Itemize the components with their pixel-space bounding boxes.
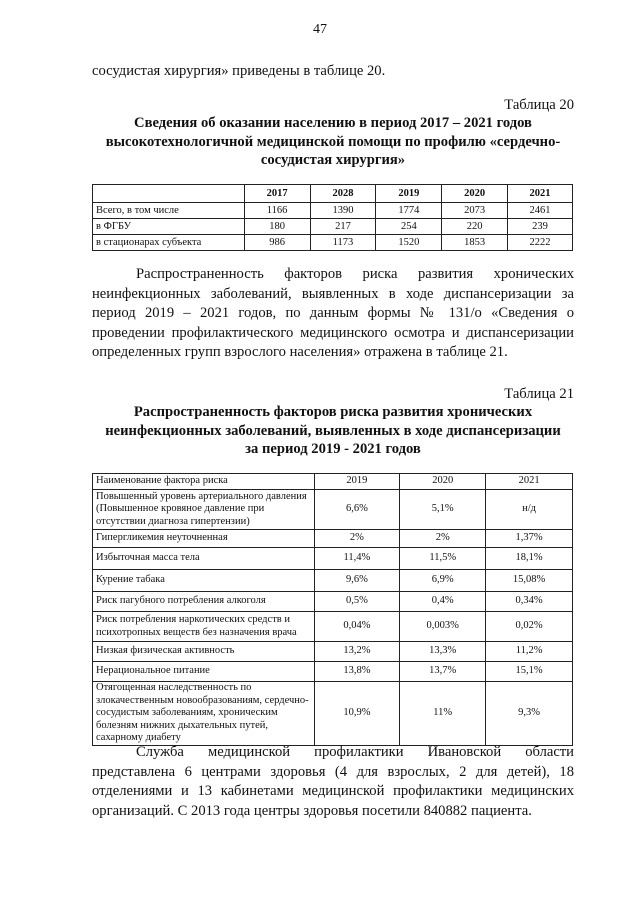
- table20-cell: 217: [310, 219, 376, 235]
- table-row: [93, 548, 573, 570]
- table21-row-label: Отягощенная наследственность по злокачественным новообразованиям, сердечно-сосудистым заболеваниям, хроническим болезням нижних дыхательных путей, сахарному диабету: [93, 682, 315, 746]
- table20-header-row: [93, 185, 573, 203]
- page-number: 47: [313, 22, 327, 37]
- table-row: [93, 662, 573, 682]
- table-row: [93, 530, 573, 548]
- table21-row-label: Низкая физическая активность: [93, 642, 315, 662]
- table20-cell: 1774: [376, 203, 442, 219]
- table21-title-line: за период 2019 - 2021 годов: [245, 441, 421, 457]
- table21-row-label: Нерациональное питание: [93, 662, 315, 682]
- table21-title-line: Распространенность факторов риска развития хронических: [133, 404, 533, 420]
- table20-cell: 1390: [310, 203, 376, 219]
- table20-header-cell: 2021: [508, 185, 573, 203]
- table21-row-label: Риск пагубного потребления алкоголя: [93, 592, 315, 612]
- table21-row-label: Риск потребления наркотических средств и психотропных веществ без назначения врача: [93, 612, 315, 642]
- table-row: [93, 219, 573, 235]
- table20-cell: 180: [244, 219, 310, 235]
- table21-cell: 6,6%: [314, 490, 400, 530]
- table21-row-label: Повышенный уровень артериального давления (Повышенное кровяное давление при отсутствии диагноза гипертензии): [93, 490, 315, 530]
- table21-cell: 13,3%: [400, 642, 486, 662]
- table-row: [93, 203, 573, 219]
- table21-header-cell: 2020: [400, 474, 486, 490]
- table20-cell: 2222: [508, 235, 573, 251]
- table21-header-cell: Наименование фактора риска: [93, 474, 315, 490]
- table21-cell: 11%: [400, 682, 486, 746]
- table20-title: [92, 114, 574, 170]
- table-row: [93, 682, 573, 746]
- table21-cell: 0,02%: [486, 612, 573, 642]
- table21-row-label: Гипергликемия неуточненная: [93, 530, 315, 548]
- table20-title-line: высокотехнологичной медицинской помощи по профилю «сердечно-: [105, 133, 561, 150]
- table21-row-label: Курение табака: [93, 570, 315, 592]
- table21-header-cell: 2021: [486, 474, 573, 490]
- table20-cell: 2461: [508, 203, 573, 219]
- table21-cell: 0,4%: [400, 592, 486, 612]
- table-row: [93, 235, 573, 251]
- table21-cell: 5,1%: [400, 490, 486, 530]
- table21-cell: 10,9%: [314, 682, 400, 746]
- table21-title: [92, 403, 574, 459]
- table20-cell: 220: [442, 219, 508, 235]
- table21-cell: 15,1%: [486, 662, 573, 682]
- table21-label: Таблица 21: [504, 386, 574, 402]
- table20-row-label: в ФГБУ: [93, 219, 245, 235]
- table-row: [93, 490, 573, 530]
- table20-cell: 2073: [442, 203, 508, 219]
- table21-cell: 0,34%: [486, 592, 573, 612]
- table20-cell: 239: [508, 219, 573, 235]
- table21-cell: 15,08%: [486, 570, 573, 592]
- table21-cell: 9,6%: [314, 570, 400, 592]
- table21-cell: н/д: [486, 490, 573, 530]
- table-row: [93, 592, 573, 612]
- table20-title-line: сосудистая хирургия»: [260, 152, 406, 168]
- table20-cell: 1166: [244, 203, 310, 219]
- table21-cell: 13,8%: [314, 662, 400, 682]
- table20-title-line: Сведения об оказании населению в период 2017 – 2021 годов: [134, 115, 532, 131]
- table20-cell: 986: [244, 235, 310, 251]
- table21-cell: 9,3%: [486, 682, 573, 746]
- table20-cell: 1173: [310, 235, 376, 251]
- table20-label: Таблица 20: [504, 97, 574, 113]
- paragraph-prevention-service: Служба медицинской профилактики Ивановской области представлена 6 центрами здоровья (4 для взрослых, 2 для детей), 18 отделениями и 13 кабинетами медицинской профилактики медицинских организаций. С 2013 года центры здоровья посетили 840882 пациента.: [92, 744, 574, 819]
- table21-cell: 0,5%: [314, 592, 400, 612]
- table20-row-label: Всего, в том числе: [93, 203, 245, 219]
- table21-cell: 11,2%: [486, 642, 573, 662]
- table21-cell: 11,5%: [400, 548, 486, 570]
- table21-cell: 0,04%: [314, 612, 400, 642]
- table21-cell: 2%: [400, 530, 486, 548]
- table20-header-cell: 2028: [310, 185, 376, 203]
- table21-cell: 2%: [314, 530, 400, 548]
- table21-cell: 11,4%: [314, 548, 400, 570]
- table20-cell: 254: [376, 219, 442, 235]
- paragraph-risk-factors: Распространенность факторов риска развития хронических неинфекционных заболеваний, выявленных в ходе диспансеризации за период 2019 – 2021 годов, по данным формы № 131/о «Сведения о проведении профилактического медицинского осмотра и диспансеризации определенных групп взрослого населения» отражена в таблице 21.: [92, 266, 574, 360]
- table21-cell: 6,9%: [400, 570, 486, 592]
- table-row: [93, 570, 573, 592]
- table20: [92, 184, 573, 251]
- table21-cell: 13,2%: [314, 642, 400, 662]
- table21-header-row: [93, 474, 573, 490]
- table-row: [93, 612, 573, 642]
- table21: [92, 473, 573, 746]
- table20-header-cell: [93, 185, 245, 203]
- table-row: [93, 642, 573, 662]
- table20-header-cell: 2019: [376, 185, 442, 203]
- intro-text: сосудистая хирургия» приведены в таблице 20.: [92, 63, 386, 79]
- table21-cell: 18,1%: [486, 548, 573, 570]
- table21-row-label: Избыточная масса тела: [93, 548, 315, 570]
- table21-title-line: неинфекционных заболеваний, выявленных в ходе диспансеризации: [105, 422, 561, 439]
- table20-row-label: в стационарах субъекта: [93, 235, 245, 251]
- table20-cell: 1520: [376, 235, 442, 251]
- table20-cell: 1853: [442, 235, 508, 251]
- table20-header-cell: 2017: [244, 185, 310, 203]
- table20-header-cell: 2020: [442, 185, 508, 203]
- table21-cell: 0,003%: [400, 612, 486, 642]
- table21-cell: 1,37%: [486, 530, 573, 548]
- table21-cell: 13,7%: [400, 662, 486, 682]
- table21-header-cell: 2019: [314, 474, 400, 490]
